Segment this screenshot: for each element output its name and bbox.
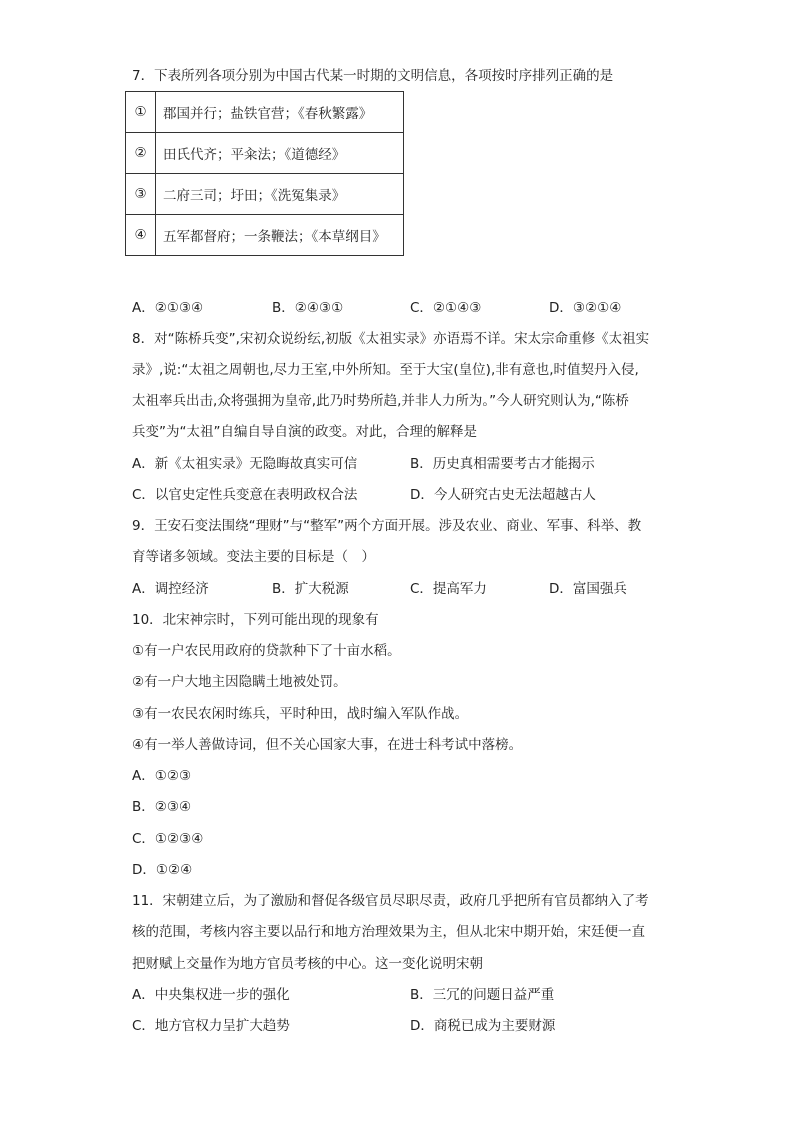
table-row (126, 133, 404, 174)
row-text: 五军都督府；一条鞭法；《本草纲目》 (156, 215, 404, 256)
q7-stem: 7．下表所列各项分别为中国古代某一时期的文明信息，各项按时序排列正确的是 (132, 68, 614, 84)
q11-option-b: B．三冗的问题日益严重 (410, 987, 555, 1003)
row-text: 二府三司；圩田；《洗冤集录》 (156, 174, 404, 215)
q10-option-a: A．①②③ (132, 768, 192, 784)
row-text: 田氏代齐；平籴法；《道德经》 (156, 133, 404, 174)
q10-item-4: ④有一举人善做诗词，但不关心国家大事，在进士科考试中落榜。 (132, 737, 523, 753)
row-number: ④ (126, 215, 156, 256)
table-row (126, 92, 404, 133)
q10-option-b: B．②③④ (132, 799, 192, 815)
q9-option-c: C．提高军力 (410, 581, 487, 597)
q8-line-4: 兵变”为“太祖”自编自导自演的政变。对此，合理的解释是 (132, 424, 477, 440)
q7-option-b: B．②④③① (272, 300, 344, 316)
q9-option-a: A．调控经济 (132, 581, 209, 597)
row-number: ② (126, 133, 156, 174)
q11-line-3: 把财赋上交量作为地方官员考核的中心。这一变化说明宋朝 (132, 956, 483, 972)
row-number: ③ (126, 174, 156, 215)
q10-stem: 10．北宋神宗时，下列可能出现的现象有 (132, 612, 379, 628)
q9-line-2: 育等诸多领域。变法主要的目标是（ ） (132, 549, 375, 565)
q11-option-d: D．商税已成为主要财源 (410, 1018, 556, 1034)
q9-line-1: 9．王安石变法围绕“理财”与“整军”两个方面开展。涉及农业、商业、军事、科举、教 (132, 518, 642, 534)
q9-option-b: B．扩大税源 (272, 581, 349, 597)
q10-item-3: ③有一农民农闲时练兵，平时种田，战时编入军队作战。 (132, 706, 469, 722)
q10-option-d: D．①②④ (132, 862, 193, 878)
table-row (126, 174, 404, 215)
q7-info-table (125, 91, 404, 256)
q8-option-b: B．历史真相需要考古才能揭示 (410, 456, 595, 472)
q8-line-3: 太祖率兵出击,众将强拥为皇帝,此乃时势所趋,并非人力所为。”今人研究则认为,“陈桥 (132, 393, 629, 409)
q7-option-d: D．③②①④ (549, 300, 622, 316)
row-number: ① (126, 92, 156, 133)
q11-option-a: A．中央集权进一步的强化 (132, 987, 290, 1003)
q9-option-d: D．富国强兵 (549, 581, 627, 597)
q10-item-1: ①有一户农民用政府的贷款种下了十亩水稻。 (132, 643, 401, 659)
q8-line-2: 录》,说:“太祖之周朝也,尽力王室,中外所知。至于大宝(皇位),非有意也,时值契丹入侵, (132, 362, 639, 378)
q8-line-1: 8．对“陈桥兵变”,宋初众说纷纭,初版《太祖实录》亦语焉不详。宋太宗命重修《太祖实 (132, 331, 650, 347)
table-row (126, 215, 404, 256)
row-text: 郡国并行；盐铁官营；《春秋繁露》 (156, 92, 404, 133)
q10-item-2: ②有一户大地主因隐瞒土地被处罚。 (132, 674, 347, 690)
q11-option-c: C．地方官权力呈扩大趋势 (132, 1018, 290, 1034)
q8-option-c: C．以官史定性兵变意在表明政权合法 (132, 487, 358, 503)
q8-option-a: A．新《太祖实录》无隐晦故真实可信 (132, 456, 358, 472)
q11-line-2: 核的范围，考核内容主要以品行和地方治理效果为主，但从北宋中期开始，宋廷便一直 (132, 924, 645, 940)
q11-line-1: 11．宋朝建立后，为了激励和督促各级官员尽职尽责，政府几乎把所有官员都纳入了考 (132, 893, 649, 909)
q7-option-a: A．②①③④ (132, 300, 204, 316)
q8-option-d: D．今人研究古史无法超越古人 (410, 487, 596, 503)
q10-option-c: C．①②③④ (132, 831, 204, 847)
q7-option-c: C．②①④③ (410, 300, 482, 316)
